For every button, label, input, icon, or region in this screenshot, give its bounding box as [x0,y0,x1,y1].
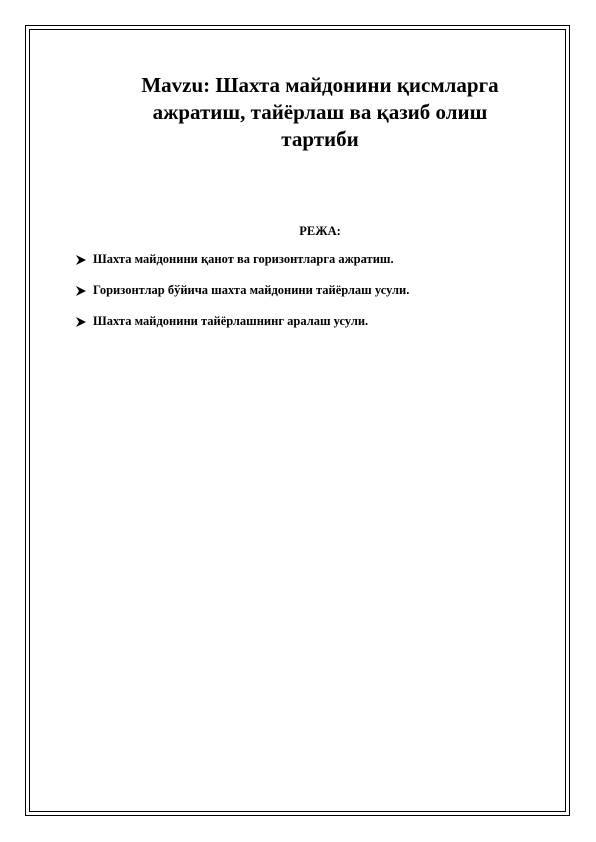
plan-item [75,252,409,267]
arrowhead-bullet-icon [75,254,87,266]
arrowhead-bullet-icon [75,285,87,297]
plan-item [75,314,409,329]
title-line: тартиби [281,127,359,151]
plan-item-text: Шахта майдонини тайёрлашнинг аралаш усули. [93,314,369,328]
title-line: ажратиш, тайёрлаш ва қазиб олиш [152,100,488,124]
plan-item [75,283,409,298]
document-title [110,72,530,153]
plan-item-text: Горизонтлар бўйича шахта майдонини тайёрлаш усули. [93,283,410,297]
plan-item-text: Шахта майдонини қанот ва горизонтларга ажратиш. [93,252,394,266]
plan-list [75,252,409,345]
title-line: Mavzu: Шахта майдонини қисмларга [141,73,499,97]
arrowhead-bullet-icon [75,316,87,328]
plan-heading: РЕЖА: [299,224,341,238]
